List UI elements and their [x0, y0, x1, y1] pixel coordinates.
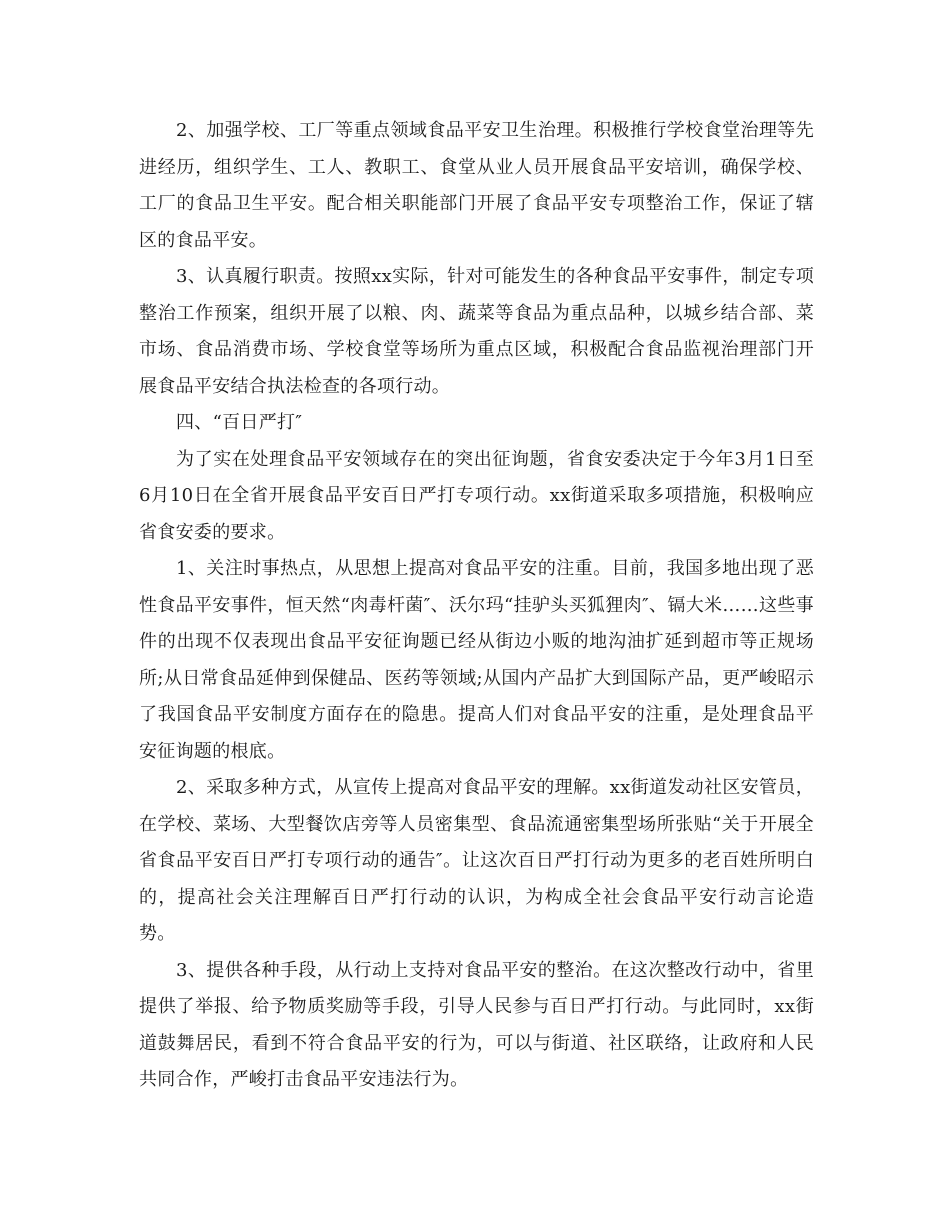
- section-heading-crackdown: 四、“百日严打″: [176, 412, 303, 433]
- paragraph-schools-factories: 2、加强学校、工厂等重点领域食品平安卫生治理。积极推行学校食堂治理等先进经历，组织学生、工人、教职工、食堂从业人员开展食品平安培训，确保学校、工厂的食品卫生平安。配合相关职能部门开展了食品平安专项整治工作，保证了辖区的食品平安。: [139, 120, 814, 251]
- document-body: [139, 113, 814, 1099]
- paragraph-means: 3、提供各种手段，从行动上支持对食品平安的整治。在这次整改行动中，省里提供了举报、给予物质奖励等手段，引导人民参与百日严打行动。与此同时，xx街道鼓舞居民，看到不符合食品平安的行为，可以与街道、社区联络，让政府和人民共同合作，严峻打击食品平安违法行为。: [139, 959, 814, 1090]
- paragraph-crackdown-intro: 为了实在处理食品平安领域存在的突出征询题，省食安委决定于今年3月1日至6月10日在全省开展食品平安百日严打专项行动。xx街道采取多项措施，积极响应省食安委的要求。: [139, 448, 814, 543]
- paragraph-hot-topics: 1、关注时事热点，从思想上提高对食品平安的注重。目前，我国多地出现了恶性食品平安事件，恒天然“肉毒杆菌″、沃尔玛“挂驴头买狐狸肉″、镉大米……这些事件的出现不仅表现出食品平安征询题已经从街边小贩的地沟油扩延到超市等正规场所;从日常食品延伸到保健品、医药等领域;从国内产品扩大到国际产品，更严峻昭示了我国食品平安制度方面存在的隐患。提高人们对食品平安的注重，是处理食品平安征询题的根底。: [139, 558, 814, 762]
- paragraph-duties: 3、认真履行职责。按照xx实际，针对可能发生的各种食品平安事件，制定专项整治工作预案，组织开展了以粮、肉、蔬菜等食品为重点品种，以城乡结合部、菜市场、食品消费市场、学校食堂等场所为重点区域，积极配合食品监视治理部门开展食品平安结合执法检查的各项行动。: [139, 266, 814, 397]
- paragraph-publicity: 2、采取多种方式，从宣传上提高对食品平安的理解。xx街道发动社区安管员，在学校、菜场、大型餐饮店旁等人员密集型、食品流通密集型场所张贴“关于开展全省食品平安百日严打专项行动的通告″。让这次百日严打行动为更多的老百姓所明白的，提高社会关注理解百日严打行动的认识，为构成全社会食品平安行动言论造势。: [139, 777, 814, 944]
